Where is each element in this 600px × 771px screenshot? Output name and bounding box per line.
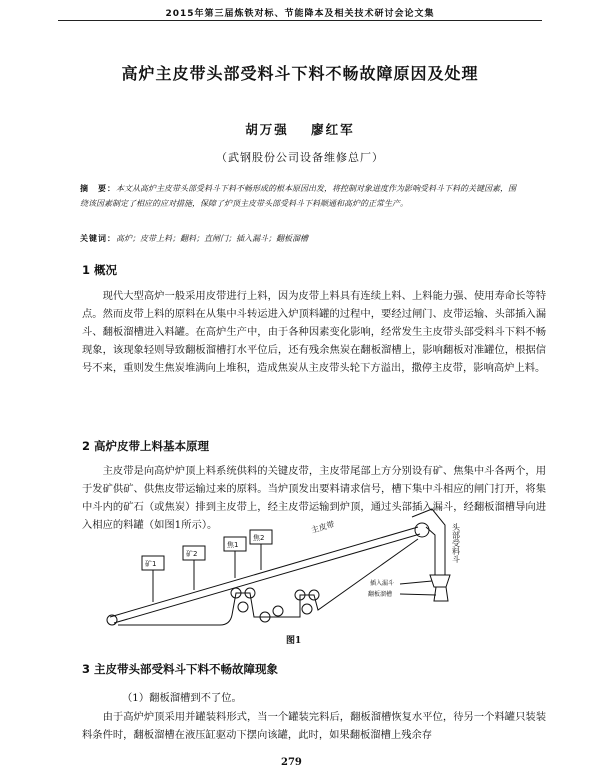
abstract <box>80 181 520 211</box>
belt-label: 主皮带 <box>310 519 336 535</box>
section-heading-3: 3 主皮带头部受料斗下料不畅故障现象 <box>82 662 279 676</box>
hopper-label: 焦2 <box>253 534 265 542</box>
hopper-label: 矿1 <box>145 560 157 568</box>
section-3-paragraph: 由于高炉炉顶采用并罐装料形式，当一个罐装完料后，翻板溜槽恢复水平位，待另一个料罐只装装料条件时，翻板溜槽在液压缸驱动下摆向该罐，此时，如果翻板溜槽上残余存 <box>82 711 546 741</box>
hopper-label: 焦1 <box>227 541 239 549</box>
idler-pulley <box>238 602 248 612</box>
section-2-paragraph: 主皮带是向高炉炉顶上料系统供料的关键皮带，主皮带尾部上方分别设有矿、焦集中斗各两个，用于发矿供矿、供焦皮带运输过来的原料。当炉顶发出要料请求信号，槽下集中斗相应的闸门打开，将集中斗内的矿石（或焦炭）排到主皮带上，经主皮带运输到炉顶，通过头部插入漏斗，经翻板溜槽导向进入相应的料罐（如图1所示）。 <box>82 465 546 531</box>
head-pulley <box>415 523 429 537</box>
page-number: 279 <box>281 757 302 768</box>
abstract-label: 摘 要： <box>80 183 116 193</box>
figure-1-diagram <box>100 505 500 627</box>
hopper-label: 矿2 <box>186 550 198 558</box>
running-head: 2015年第三届炼铁对标、节能降本及相关技术研讨会论文集 <box>165 9 435 19</box>
author-list <box>40 120 560 138</box>
insert-label: 插入漏斗 <box>370 580 395 587</box>
figure-caption: 图1 <box>286 636 302 646</box>
idler-pulley <box>273 606 283 616</box>
author-name: 廖红军 <box>311 122 355 137</box>
section-heading-2: 2 高炉皮带上料基本原理 <box>82 439 210 453</box>
head-housing <box>412 509 445 575</box>
keywords-label: 关键词： <box>80 233 116 243</box>
header-rule <box>58 20 542 21</box>
keywords-text: 高炉；皮带上料；翻料；直闸门；插入漏斗；翻板溜槽 <box>116 234 308 243</box>
keywords <box>80 233 520 244</box>
flap-chute <box>434 587 448 601</box>
section-heading-1: 1 概况 <box>82 263 118 277</box>
belt-bottom-line <box>114 534 420 623</box>
paper-title: 高炉主皮带头部受料斗下料不畅故障原因及处理 <box>121 64 479 83</box>
chute-label: 翻板溜槽 <box>368 591 393 598</box>
chute-leader-line <box>400 594 436 595</box>
affiliation: （武钢股份公司设备维修总厂） <box>216 151 384 164</box>
head-hopper-label: 头部受料斗 <box>451 523 461 563</box>
insert-leader-line <box>400 581 432 584</box>
section-3-sub-item: （1）翻板溜槽到不了位。 <box>122 692 242 704</box>
abstract-text: 本文从高炉主皮带头部受料斗下料不畅形成的根本原因出发，将控制对象进度作为影响受料斗下料的关键因素，围绕该因素制定了相应的应对措施，保障了炉顶主皮带头部受料斗下料顺通和高炉的正常生产。 <box>80 184 516 208</box>
author-name: 胡万强 <box>245 122 289 137</box>
insert-funnel <box>430 575 450 587</box>
idler-pulley <box>302 604 312 614</box>
section-1-paragraph: 现代大型高炉一般采用皮带进行上料，因为皮带上料具有连续上料、上料能力强、使用寿命长等特点。然而皮带上料的原料在从集中斗转运进入炉顶料罐的过程中，要经过闸门、皮带运输、头部插入漏斗、翻板溜槽进入料罐。在高炉生产中，由于各种因素变化影响，经常发生主皮带头部受料斗下料不畅现象，该现象轻则导致翻板溜槽打水平位后，还有残余焦炭在翻板溜槽上，影响翻板对准罐位，根据信号不来，重则发生焦炭堆满向上堆积，造成焦炭从主皮带头轮下方溢出，撒停主皮带，影响高炉上料。 <box>82 290 546 374</box>
